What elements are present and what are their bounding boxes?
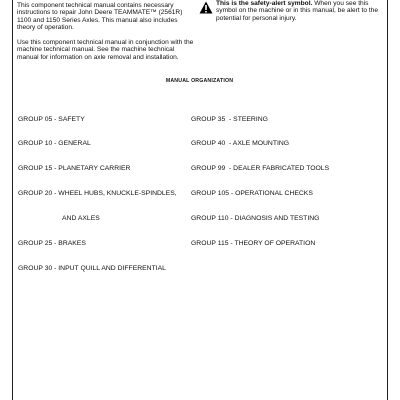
- safety-alert-description: When you see this symbol on the machine or in this manual, be alert to the potential for personal injury.: [216, 0, 379, 22]
- group-item: GROUP 115 - THEORY OF OPERATION: [191, 240, 316, 248]
- group-item: GROUP 05 - SAFETY: [18, 115, 85, 123]
- group-item: GROUP 99 - DEALER FABRICATED TOOLS: [191, 165, 330, 173]
- section-heading: MANUAL ORGANIZATION: [165, 78, 234, 84]
- right-margin-rule: [387, 0, 388, 400]
- group-item: GROUP 105 - OPERATIONAL CHECKS: [191, 190, 313, 198]
- group-item: GROUP 25 - BRAKES: [18, 240, 86, 248]
- group-item: GROUP 110 - DIAGNOSIS AND TESTING: [191, 215, 320, 223]
- group-item: GROUP 40 - AXLE MOUNTING: [191, 140, 290, 148]
- group-item: GROUP 15 - PLANETARY CARRIER: [18, 165, 131, 173]
- group-item: GROUP 20 - WHEEL HUBS, KNUCKLE-SPINDLES,: [18, 190, 177, 198]
- group-item-continuation: AND AXLES: [62, 215, 100, 223]
- intro-paragraph-1: This component technical manual contains necessary instructions to repair John Deere TEAMMATE™ (2561R) 1100 and 1150 Series Axles. This manual also includes theory of operation.: [17, 2, 183, 32]
- safety-alert-text: [216, 0, 385, 22]
- warning-triangle-icon: [199, 1, 213, 14]
- group-item: GROUP 30 - INPUT QUILL AND DIFFERENTIAL: [18, 264, 166, 272]
- group-list-right: [191, 99, 329, 257]
- intro-text: [17, 2, 195, 68]
- group-item: GROUP 10 - GENERAL: [18, 140, 91, 148]
- intro-paragraph-2: Use this component technical manual in conjunction with the machine technical manual. See the machine technical manual for information on axle removal and installation.: [17, 38, 194, 61]
- safety-alert-notice: [199, 0, 385, 24]
- safety-alert-bold: This is the safety-alert symbol.: [216, 0, 313, 7]
- group-item: GROUP 35 - STEERING: [191, 115, 268, 123]
- left-margin-rule: [12, 0, 13, 400]
- group-list-left: [18, 99, 177, 282]
